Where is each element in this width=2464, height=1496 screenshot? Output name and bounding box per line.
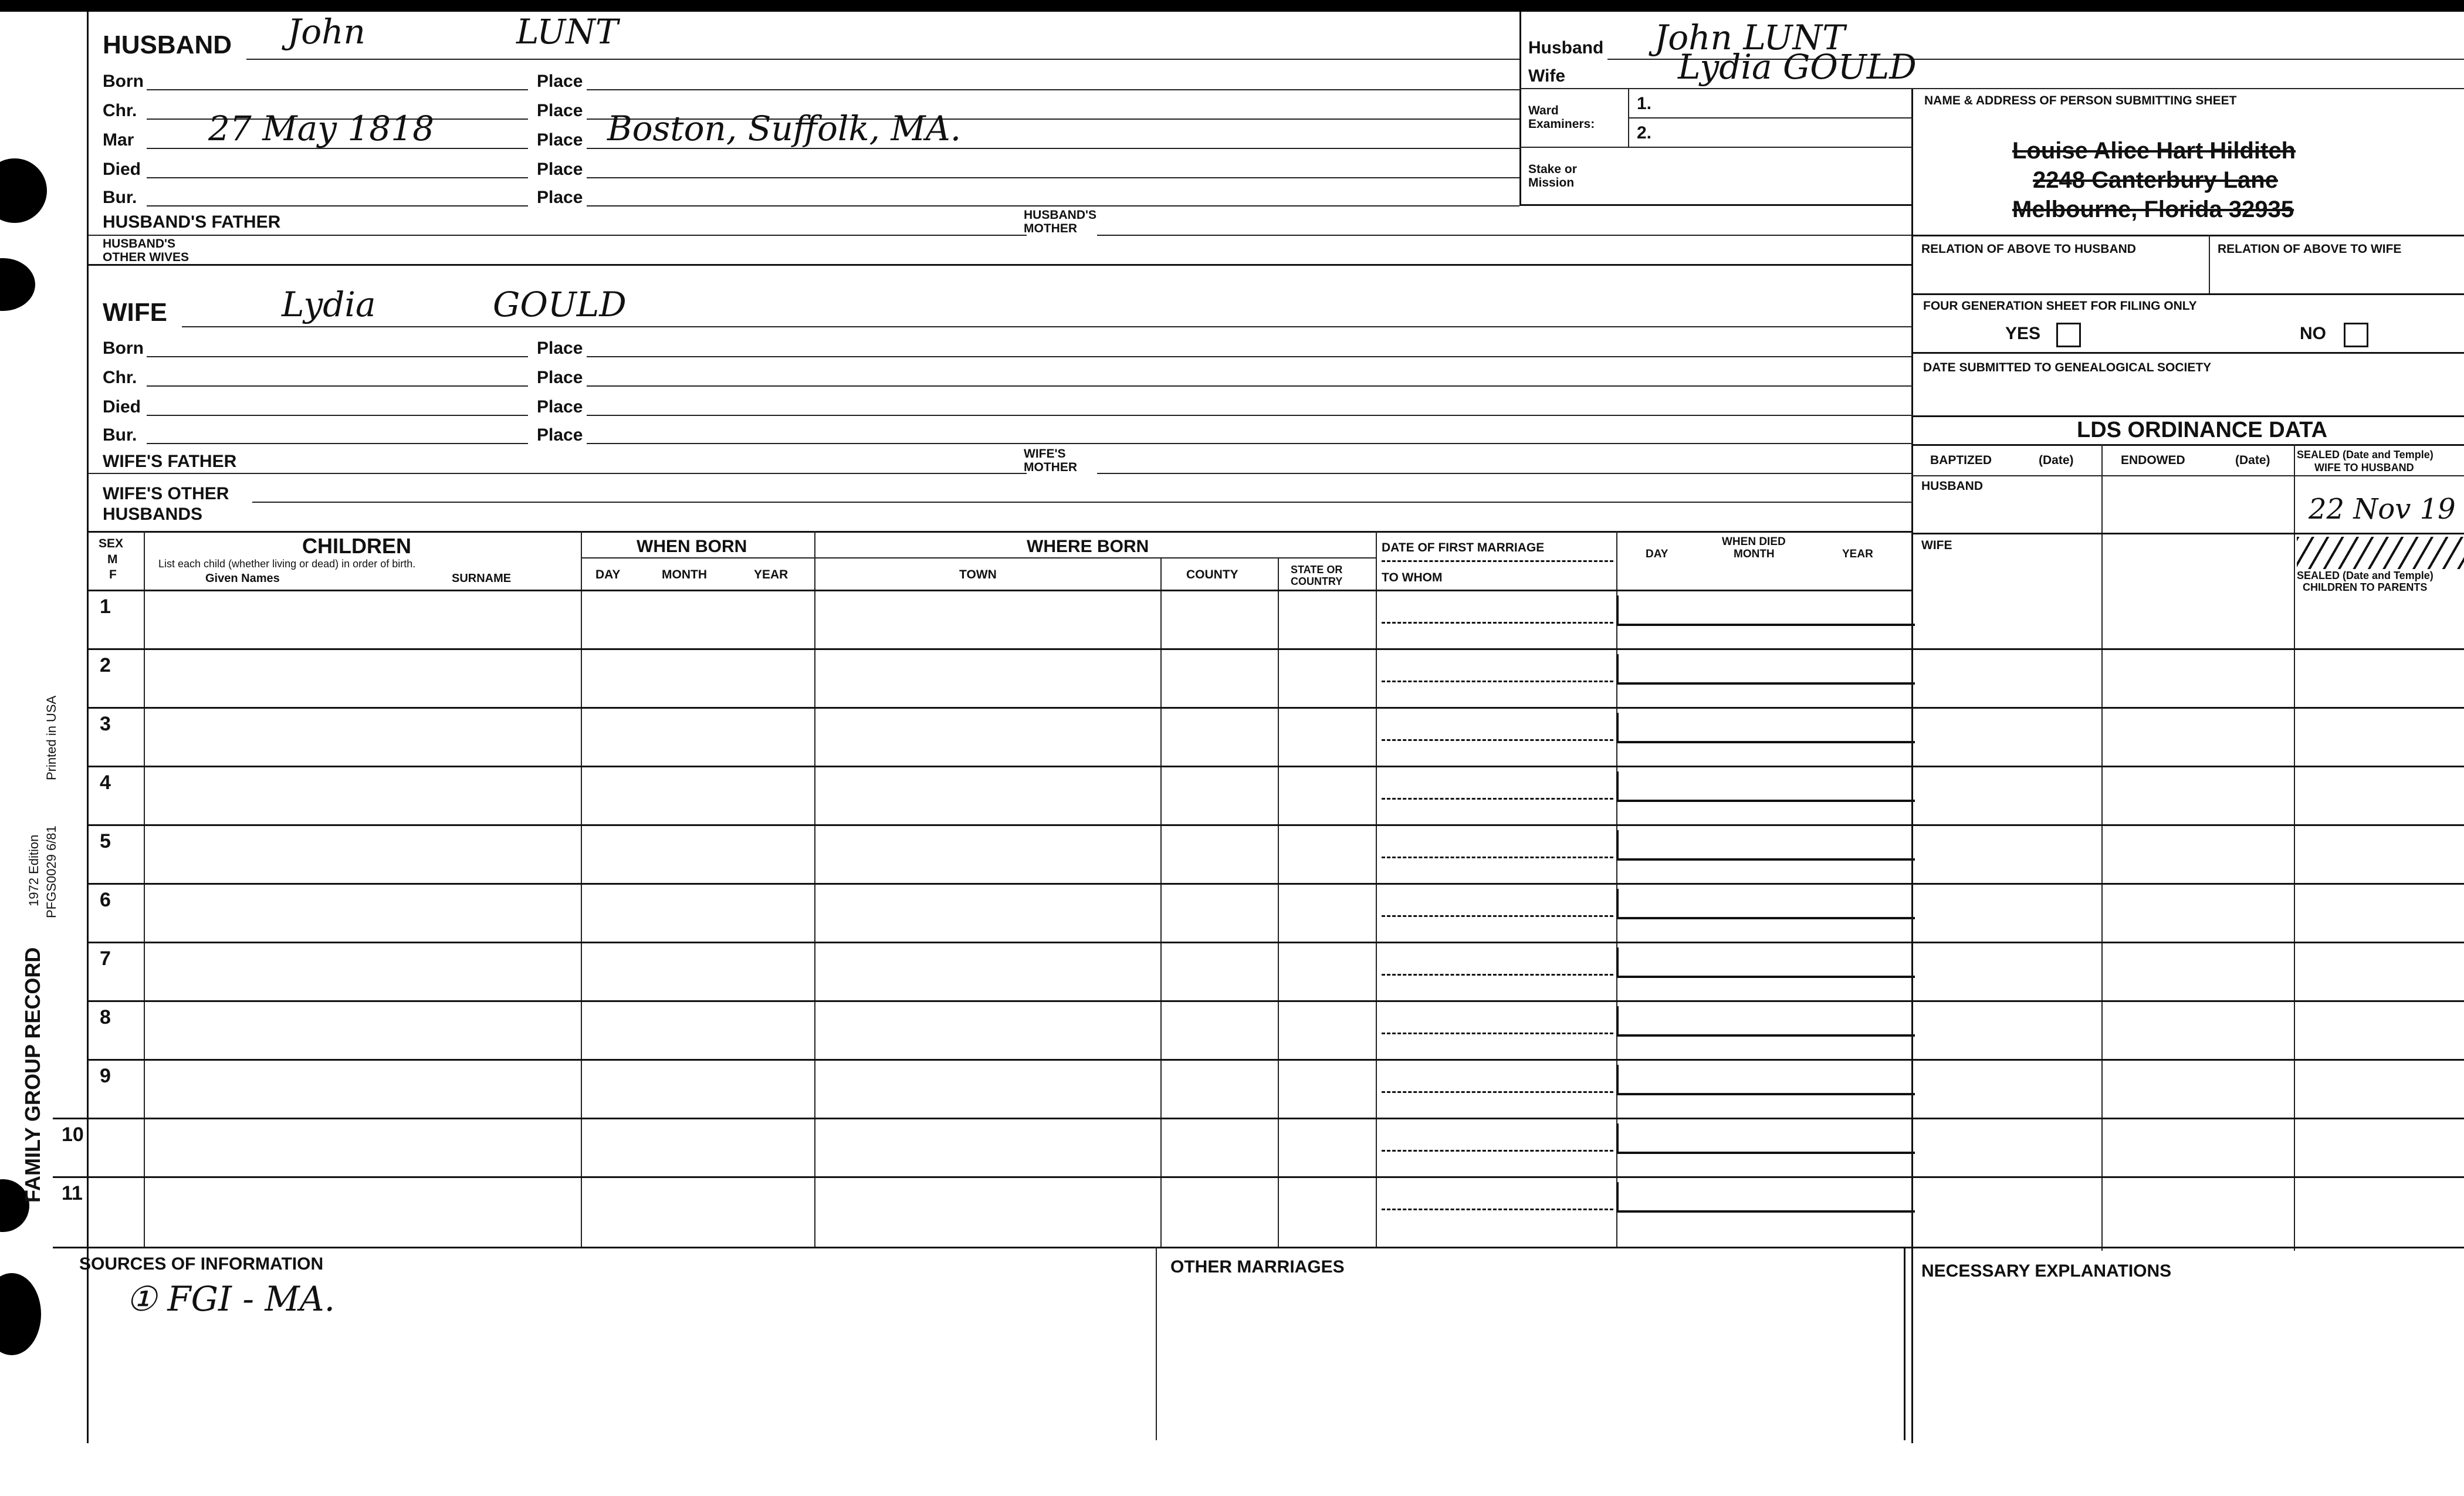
child-died-box xyxy=(1616,1182,1915,1213)
child-row-line xyxy=(88,883,2464,885)
child-died-box xyxy=(1616,830,1915,861)
husband-mar-place-label: Place xyxy=(537,130,583,150)
child-died-box xyxy=(1616,771,1915,802)
month-label: MONTH xyxy=(662,568,707,581)
sources-value: ① FGI - MA. xyxy=(126,1279,336,1319)
died-month-label: MONTH xyxy=(1734,548,1775,560)
wife-mother-line xyxy=(1097,473,1913,474)
child-marriage-dash xyxy=(1382,681,1613,682)
sealed-value: 22 Nov 19 xyxy=(2309,493,2456,526)
wife-section-end xyxy=(88,531,1913,533)
printed-text: Printed in USA xyxy=(44,695,59,780)
wife-died-label: Died xyxy=(103,397,141,417)
died-day-label: DAY xyxy=(1646,548,1668,560)
when-died-label: WHEN DIED xyxy=(1722,536,1786,548)
husband-born-place-label: Place xyxy=(537,72,583,91)
wife-label: WIFE xyxy=(103,298,167,327)
husband-line xyxy=(246,59,1519,60)
yes-label: YES xyxy=(2005,324,2041,343)
husband-bur-line xyxy=(147,205,528,207)
form-title: FAMILY GROUP RECORD xyxy=(21,947,45,1203)
wife-other-husbands-line xyxy=(252,502,1913,503)
husband-mother-label: HUSBAND'S xyxy=(1024,208,1097,222)
col-town xyxy=(1160,557,1162,1247)
sex-m-label: M xyxy=(107,553,118,566)
binder-hole xyxy=(0,158,47,223)
husband-mother-label-2: MOTHER xyxy=(1024,222,1077,235)
husband-surname: LUNT xyxy=(516,12,618,52)
header-divider xyxy=(1519,12,1521,205)
endowed-date-label: (Date) xyxy=(2235,453,2270,467)
ward-label-2: Examiners: xyxy=(1528,117,1595,131)
died-year-label: YEAR xyxy=(1842,548,1873,560)
yes-checkbox[interactable] xyxy=(2056,323,2081,347)
year-label: YEAR xyxy=(754,568,788,581)
hdr-wife-value: Lydia GOULD xyxy=(1678,47,1917,87)
examiner-line xyxy=(1628,117,1913,119)
state-label-2: COUNTRY xyxy=(1291,576,1343,587)
lds-title: LDS ORDINANCE DATA xyxy=(2077,418,2328,442)
where-born-label: WHERE BORN xyxy=(1027,537,1149,556)
relation-divider xyxy=(2209,235,2210,293)
wife-mother-label-2: MOTHER xyxy=(1024,461,1077,474)
husband-other-wives-label-2: OTHER WIVES xyxy=(103,251,189,264)
husband-given: John xyxy=(287,12,365,52)
sex-label: SEX xyxy=(99,537,124,550)
husband-died-place-line xyxy=(587,177,1519,178)
wife-bur-label: Bur. xyxy=(103,425,137,445)
wife-line xyxy=(182,326,1913,327)
child-row-number: 4 xyxy=(100,771,111,794)
husband-born-label: Born xyxy=(103,72,144,91)
col-when-born xyxy=(814,531,815,1247)
child-row-line xyxy=(53,1176,2464,1178)
husband-father-line xyxy=(88,235,1027,236)
husband-born-place-line xyxy=(587,89,1519,90)
wife-other-husbands-label: WIFE'S OTHER xyxy=(103,484,229,503)
surname-label: SURNAME xyxy=(452,572,512,585)
child-marriage-dash xyxy=(1382,1150,1613,1152)
form-number: PFGS0029 6/81 xyxy=(44,825,59,918)
child-marriage-dash xyxy=(1382,798,1613,800)
to-whom-label: TO WHOM xyxy=(1382,571,1443,584)
child-marriage-dash xyxy=(1382,974,1613,976)
four-gen-bottom xyxy=(1911,352,2464,354)
husband-other-wives-label: HUSBAND'S xyxy=(103,237,176,251)
wife-born-place-line xyxy=(587,356,1913,357)
wife-father-label: WIFE'S FATHER xyxy=(103,452,237,471)
child-marriage-dash xyxy=(1382,1033,1613,1034)
submitter-street: 2248 Canterbury Lane xyxy=(2033,167,2278,193)
child-row-line xyxy=(88,1059,2464,1061)
child-row-number: 2 xyxy=(100,654,111,676)
hdr-wife-label: Wife xyxy=(1528,66,1566,86)
child-row-number: 8 xyxy=(100,1006,111,1028)
no-checkbox[interactable] xyxy=(2344,323,2368,347)
wife-died-place-line xyxy=(587,415,1913,416)
husband-father-label: HUSBAND'S FATHER xyxy=(103,212,281,232)
child-died-box xyxy=(1616,1006,1915,1037)
sealed-w2h-label-2: WIFE TO HUSBAND xyxy=(2314,462,2414,473)
county-label: COUNTY xyxy=(1186,568,1238,581)
wife-bur-place-label: Place xyxy=(537,425,583,445)
hdr-wife-line xyxy=(1519,88,2464,89)
child-marriage-dash xyxy=(1382,622,1613,624)
date-submitted-bottom xyxy=(1911,415,2464,417)
ward-end-line xyxy=(1519,147,1913,148)
wife-born-place-label: Place xyxy=(537,339,583,358)
submitter-city: Melbourne, Florida 32935 xyxy=(2012,197,2294,222)
husband-died-place-label: Place xyxy=(537,160,583,179)
hatched-area xyxy=(2297,537,2464,569)
child-row-line xyxy=(88,942,2464,943)
lds-col-1 xyxy=(2101,444,2103,1251)
examiner-2: 2. xyxy=(1637,123,1652,143)
wife-bur-line xyxy=(147,443,528,444)
wife-given: Lydia xyxy=(282,285,376,324)
footer-divider-2 xyxy=(1904,1247,1905,1440)
wife-chr-label: Chr. xyxy=(103,368,137,387)
footer-divider-1 xyxy=(1156,1247,1157,1440)
husband-label: HUSBAND xyxy=(103,31,232,59)
relation-wife-label: RELATION OF ABOVE TO WIFE xyxy=(2218,242,2402,256)
explanations-label: NECESSARY EXPLANATIONS xyxy=(1921,1261,2172,1281)
baptized-label: BAPTIZED xyxy=(1930,453,1992,467)
marriage-date: 27 May 1818 xyxy=(208,109,435,148)
child-row-number: 7 xyxy=(100,947,111,970)
wife-surname: GOULD xyxy=(493,285,627,324)
when-born-divider xyxy=(581,557,1376,559)
endowed-label: ENDOWED xyxy=(2121,453,2185,467)
child-marriage-dash xyxy=(1382,857,1613,858)
wife-died-place-label: Place xyxy=(537,397,583,417)
wife-born-label: Born xyxy=(103,339,144,358)
wife-chr-place-label: Place xyxy=(537,368,583,387)
marriage-place: Boston, Suffolk, MA. xyxy=(607,109,962,148)
edition-text: 1972 Edition xyxy=(26,834,41,906)
wife-died-line xyxy=(147,415,528,416)
child-died-box xyxy=(1616,595,1915,626)
other-marriages-label: OTHER MARRIAGES xyxy=(1170,1257,1345,1277)
submitter-bottom xyxy=(1911,235,2464,236)
baptized-date-label: (Date) xyxy=(2039,453,2074,467)
husband-born-line xyxy=(147,89,528,90)
child-row-line xyxy=(88,824,2464,826)
lds-husband-label: HUSBAND xyxy=(1921,479,1983,493)
sex-f-label: F xyxy=(109,568,117,581)
child-died-box xyxy=(1616,947,1915,978)
wife-chr-place-line xyxy=(587,385,1913,387)
husband-bur-place-line xyxy=(587,205,1519,207)
child-marriage-dash xyxy=(1382,739,1613,741)
husband-died-line xyxy=(147,177,528,178)
top-border xyxy=(0,0,2464,12)
husband-died-label: Died xyxy=(103,160,141,179)
child-row-number: 11 xyxy=(62,1182,83,1204)
child-died-box xyxy=(1616,1065,1915,1095)
wife-chr-line xyxy=(147,385,528,387)
submitter-title: NAME & ADDRESS OF PERSON SUBMITTING SHEET xyxy=(1924,94,2237,107)
child-row-line xyxy=(88,766,2464,767)
given-names-label: Given Names xyxy=(205,572,280,585)
binder-hole xyxy=(0,1273,41,1355)
children-header-bottom xyxy=(88,590,1913,591)
husband-chr-label: Chr. xyxy=(103,101,137,120)
stake-label-2: Mission xyxy=(1528,176,1575,189)
child-row-number: 9 xyxy=(100,1065,111,1087)
hdr-husband-label: Husband xyxy=(1528,38,1604,57)
husband-chr-place-label: Place xyxy=(537,101,583,120)
first-marriage-dash xyxy=(1382,560,1613,562)
wife-bur-place-line xyxy=(587,443,1913,444)
child-row-number: 3 xyxy=(100,713,111,735)
child-marriage-dash xyxy=(1382,1091,1613,1093)
col-names xyxy=(581,531,582,1247)
stake-label: Stake or xyxy=(1528,163,1577,176)
child-row-line xyxy=(88,648,2464,650)
lds-title-bottom xyxy=(1911,444,2464,446)
examiner-1: 1. xyxy=(1637,94,1652,113)
husband-mar-label: Mar xyxy=(103,130,134,150)
date-submitted-label: DATE SUBMITTED TO GENEALOGICAL SOCIETY xyxy=(1923,361,2212,374)
sealed-c2p-label-2: CHILDREN TO PARENTS xyxy=(2303,581,2428,593)
husband-bur-place-label: Place xyxy=(537,188,583,207)
col-sex xyxy=(144,531,145,1247)
first-marriage-label: DATE OF FIRST MARRIAGE xyxy=(1382,541,1545,554)
lds-wife-label: WIFE xyxy=(1921,539,1952,552)
relation-husband-label: RELATION OF ABOVE TO HUSBAND xyxy=(1921,242,2136,256)
col-state xyxy=(1376,531,1377,1247)
child-row-line xyxy=(88,1000,2464,1002)
child-row-number: 10 xyxy=(62,1123,84,1146)
child-died-box xyxy=(1616,889,1915,919)
husband-section-end xyxy=(88,264,1913,266)
col-county xyxy=(1278,557,1279,1247)
when-born-label: WHEN BORN xyxy=(637,537,747,556)
town-label: TOWN xyxy=(959,568,997,581)
sealed-c2p-label: SEALED (Date and Temple) xyxy=(2297,570,2433,581)
child-died-box xyxy=(1616,654,1915,685)
relation-bottom xyxy=(1911,293,2464,295)
sealed-w2h-label: SEALED (Date and Temple) xyxy=(2297,449,2433,461)
child-died-box xyxy=(1616,1123,1915,1154)
hdr-husband-value: John LUNT xyxy=(1654,18,1845,57)
child-row-number: 6 xyxy=(100,889,111,911)
child-marriage-dash xyxy=(1382,915,1613,917)
lds-col-2 xyxy=(2294,444,2295,1251)
child-died-box xyxy=(1616,713,1915,743)
husband-bur-label: Bur. xyxy=(103,188,137,207)
wife-other-husbands-label-2: HUSBANDS xyxy=(103,505,203,524)
children-title: CHILDREN xyxy=(302,534,411,558)
child-marriage-dash xyxy=(1382,1209,1613,1210)
lds-header-bottom xyxy=(1911,475,2464,476)
header-box-bottom xyxy=(1519,204,1913,206)
left-border xyxy=(87,12,89,1443)
ward-label: Ward xyxy=(1528,104,1559,117)
child-row-number: 1 xyxy=(100,595,111,618)
child-row-line xyxy=(53,1118,2464,1119)
wife-mother-label: WIFE'S xyxy=(1024,447,1066,461)
sources-label: SOURCES OF INFORMATION xyxy=(79,1254,324,1274)
four-gen-label: FOUR GENERATION SHEET FOR FILING ONLY xyxy=(1923,299,2197,313)
day-label: DAY xyxy=(595,568,621,581)
submitter-name: Louise Alice Hart Hilditch xyxy=(2012,138,2296,164)
wife-father-line xyxy=(88,473,1027,474)
children-table-bottom xyxy=(53,1247,2464,1248)
lds-husband-bottom xyxy=(1911,533,2464,534)
state-label: STATE OR xyxy=(1291,564,1343,576)
husband-mother-line xyxy=(1097,235,1913,236)
child-row-line xyxy=(88,707,2464,709)
binder-hole xyxy=(0,258,35,311)
child-row-number: 5 xyxy=(100,830,111,852)
wife-born-line xyxy=(147,356,528,357)
no-label: NO xyxy=(2300,324,2326,343)
children-instructions: List each child (whether living or dead) in order of birth. xyxy=(158,558,416,570)
